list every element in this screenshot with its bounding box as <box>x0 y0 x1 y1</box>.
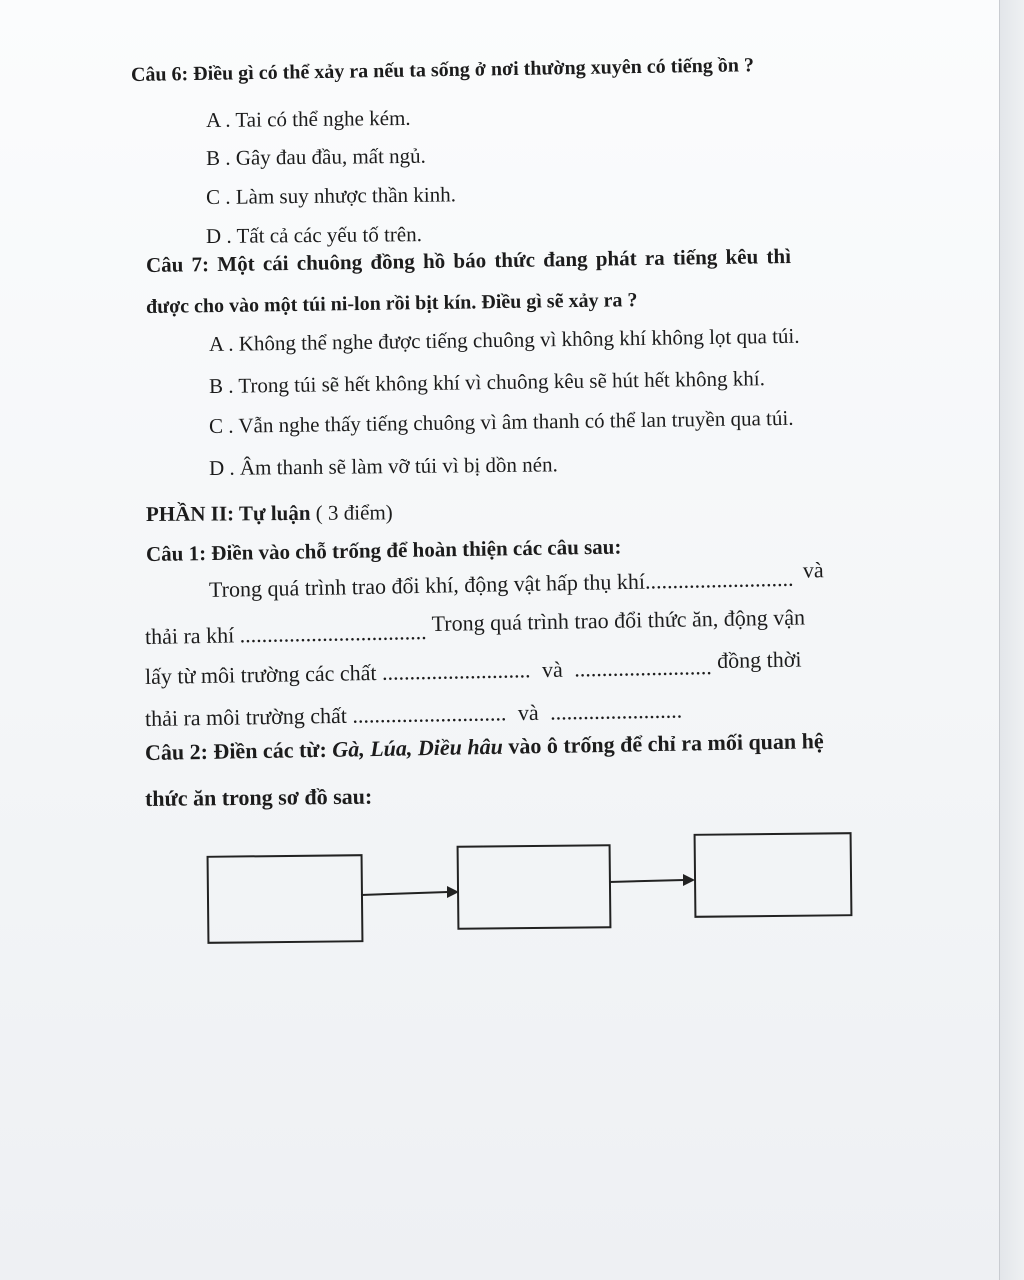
essay1-title: Câu 1: Điền vào chỗ trống để hoàn thiện các câu sau: <box>145 534 622 566</box>
part2-heading-bold: PHẦN II: Tự luận <box>145 500 311 526</box>
q7-title-line2: được cho vào một túi ni-lon rồi bịt kín. Điều gì sẽ xảy ra ? <box>145 289 638 318</box>
essay1-line4-start: thải ra môi trường chất <box>144 702 348 731</box>
essay1-line3-start: lấy từ môi trường các chất <box>144 659 377 689</box>
blank-3[interactable]: ........................... <box>381 657 531 685</box>
q7-option-b: B . Trong túi sẽ hết không khí vì chuông kêu sẽ hút hết không khí. <box>208 366 766 398</box>
blank-4[interactable]: ......................... <box>574 654 712 682</box>
essay1-line2-start: thải ra khí <box>144 622 235 649</box>
blank-6[interactable]: ........................ <box>549 697 683 725</box>
q7-title-line1: Câu 7: Một cái chuông đồng hồ báo thức đang phát ra tiếng kêu thì <box>145 243 792 277</box>
essay1-line1-text: Trong quá trình trao đổi khí, động vật hấp thụ khí <box>208 568 646 602</box>
essay1-line2-rest: Trong quá trình trao đổi thức ăn, động vận <box>431 604 806 636</box>
q6-option-c: C . Làm suy nhược thần kinh. <box>205 182 457 209</box>
essay2-suffix: vào ô trống để chỉ ra mối quan hệ <box>502 728 824 759</box>
q7-option-c: C . Vẫn nghe thấy tiếng chuông vì âm thanh có thể lan truyền qua túi. <box>208 405 794 438</box>
essay1-line3-end: đồng thời <box>716 646 802 674</box>
q7-option-a: A . Không thể nghe được tiếng chuông vì không khí không lọt qua túi. <box>208 323 800 356</box>
essay1-line4-mid: và <box>517 699 539 726</box>
essay1-line1-end: và <box>802 557 824 583</box>
essay2-words: Gà, Lúa, Diều hâu <box>332 733 504 762</box>
blank-2[interactable]: .................................. <box>239 619 427 648</box>
blank-1[interactable]: ........................... <box>644 565 794 594</box>
q7-option-d: D . Âm thanh sẽ làm vỡ túi vì bị dồn nén. <box>208 452 558 480</box>
q6-option-a: A . Tai có thể nghe kém. <box>205 105 411 132</box>
q6-title: Câu 6: Điều gì có thể xảy ra nếu ta sống ở nơi thường xuyên có tiếng ồn ? <box>130 54 755 86</box>
essay1-line3-mid: và <box>541 656 563 683</box>
essay2-title-line2: thức ăn trong sơ đồ sau: <box>144 783 373 811</box>
q6-option-b: B . Gây đau đầu, mất ngủ. <box>205 143 426 170</box>
blank-5[interactable]: ............................ <box>352 700 507 728</box>
part2-heading-points: ( 3 điểm) <box>310 500 393 525</box>
page-edge <box>999 0 1024 1280</box>
arrow-1-to-2 <box>361 886 459 898</box>
q6-option-d: D . Tất cả các yếu tố trên. <box>205 222 423 248</box>
essay2-prefix: Câu 2: Điền các từ: <box>144 736 333 765</box>
arrow-2-to-3 <box>609 874 695 886</box>
